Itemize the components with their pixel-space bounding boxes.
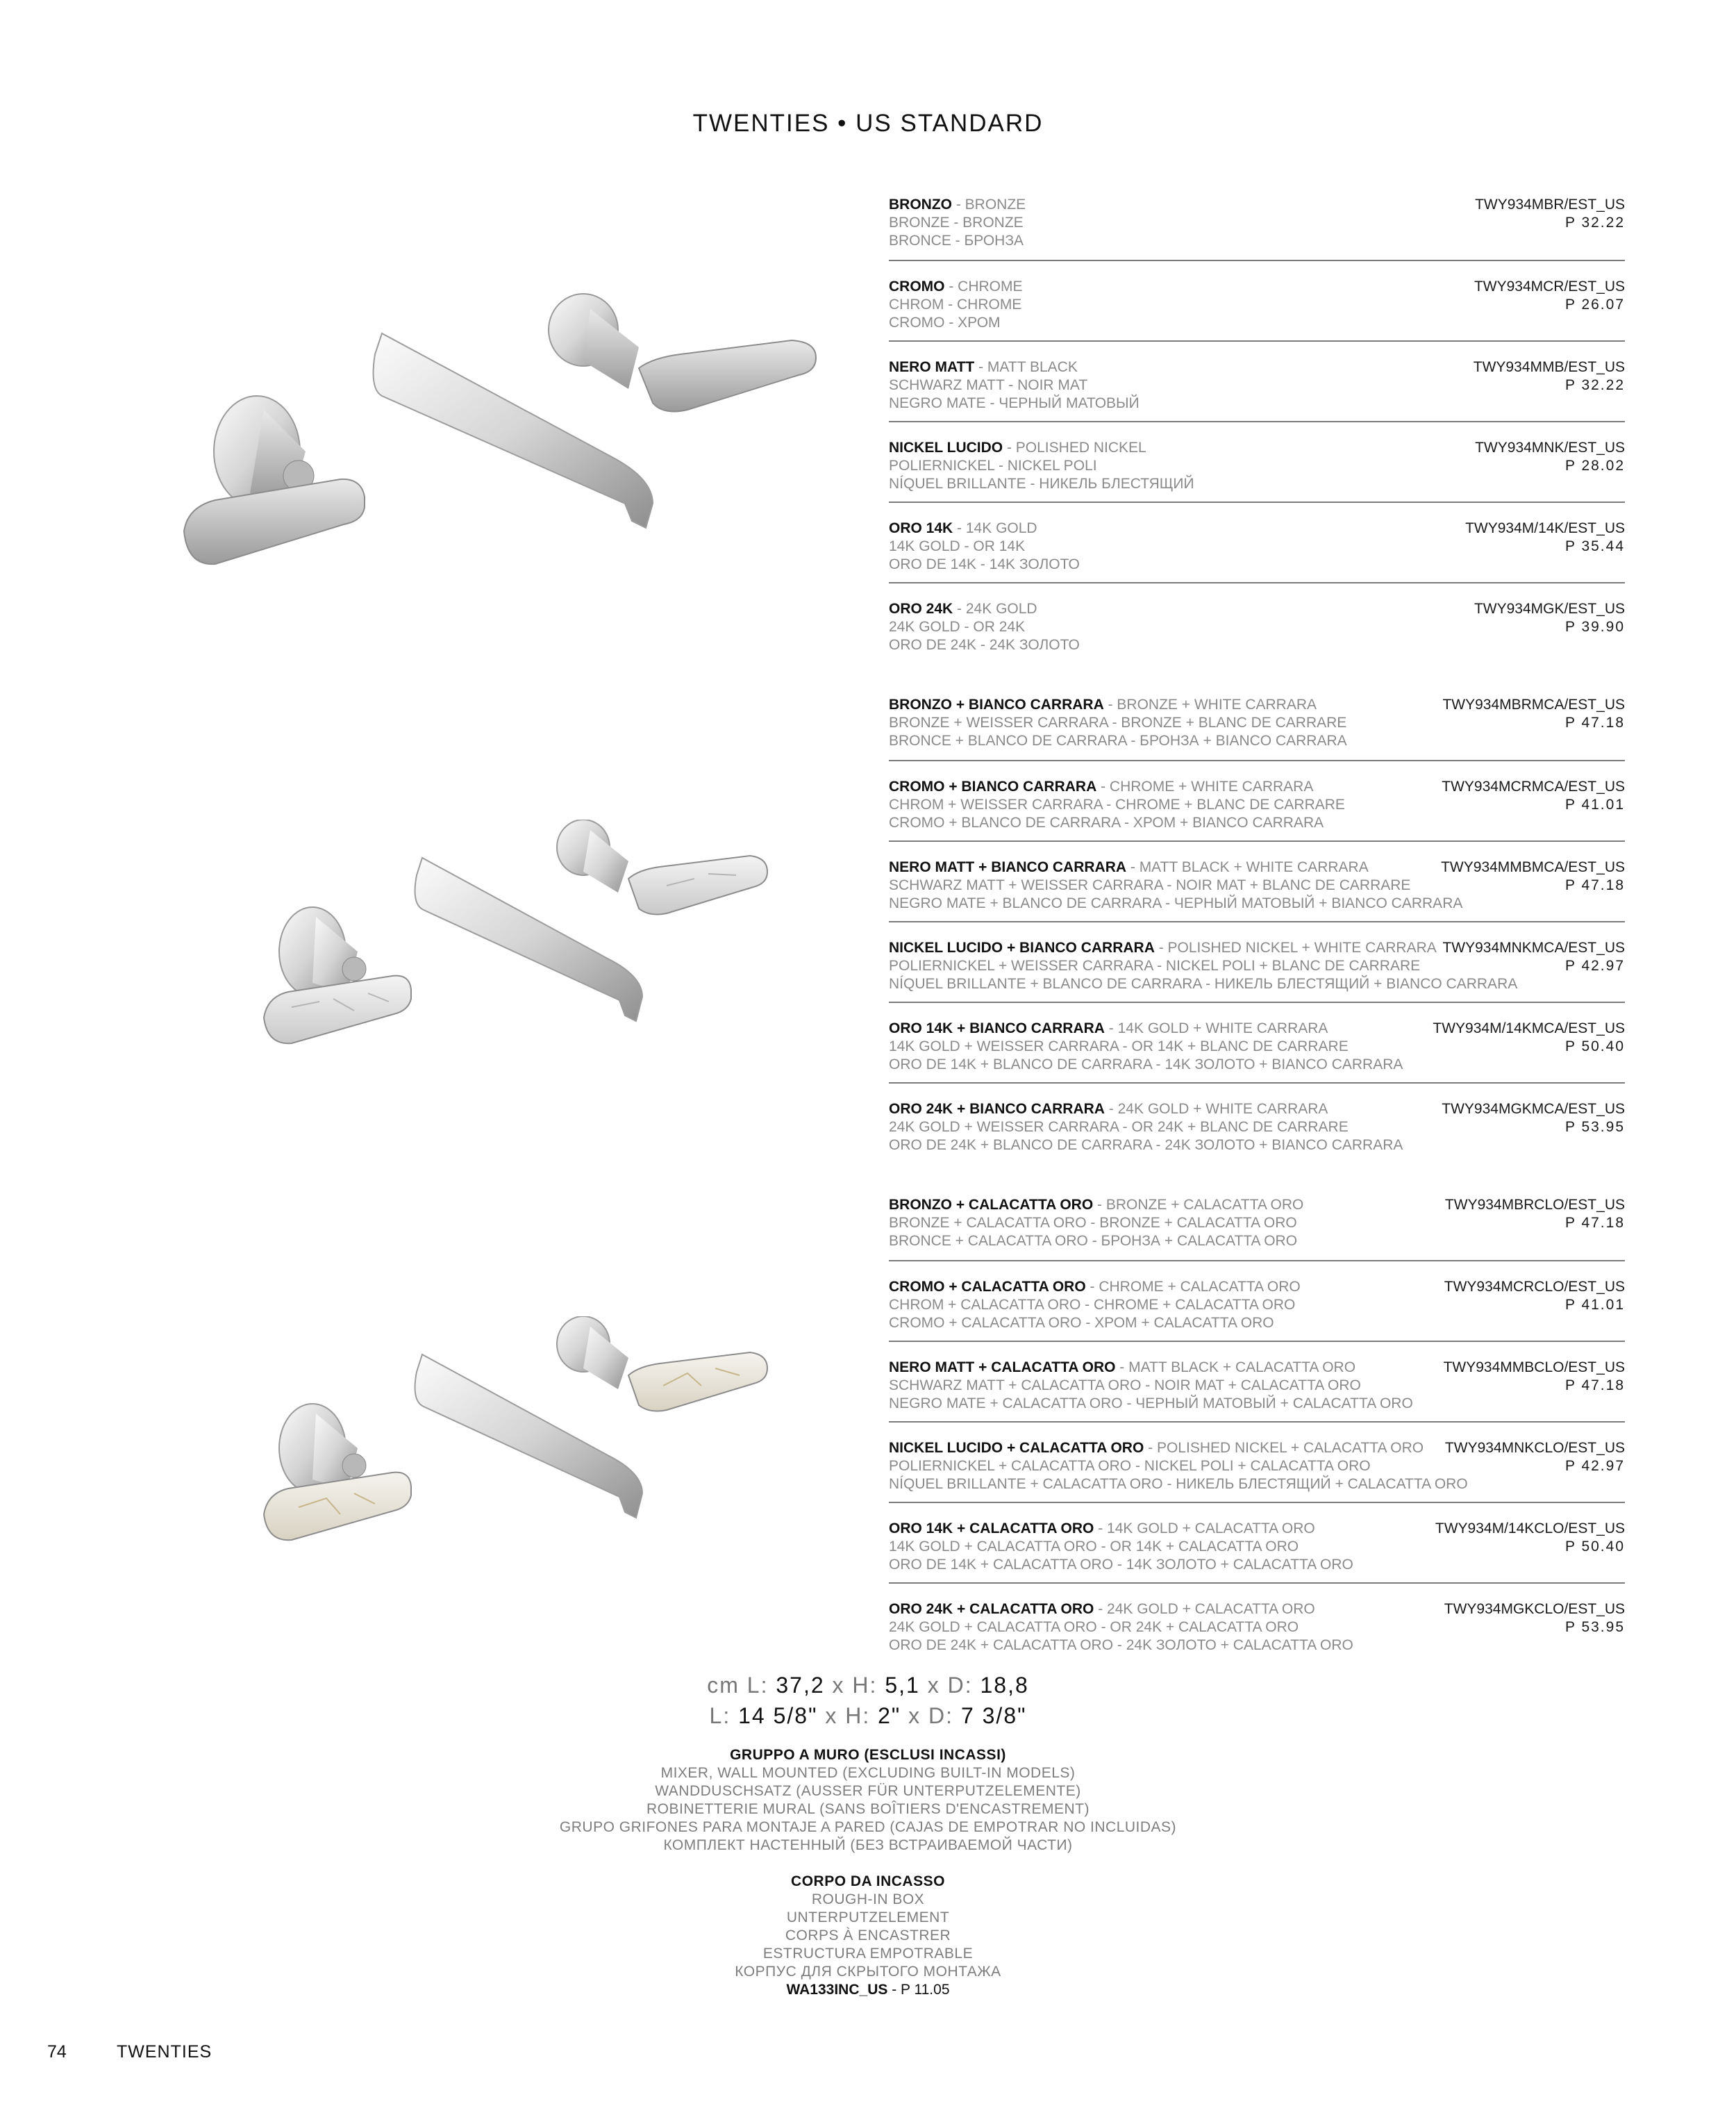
product-code: TWY934M/14K/EST_US xyxy=(1465,520,1625,536)
page-number: 74 xyxy=(47,2042,67,2062)
product-code: TWY934MCR/EST_US xyxy=(1474,279,1625,295)
product-code: TWY934MNKCLO/EST_US xyxy=(1444,1440,1625,1456)
footer-title: TWENTIES xyxy=(117,2042,212,2062)
product-row: NICKEL LUCIDO + CALACATTA ORO - POLISHED NICKEL + CALACATTA ORO POLIERNICKEL + CALACATTA ORO - NICKEL POLI + CALACATTA ORO NÍQUEL BRILLANTE + CALACATTA ORO - НИКЕЛЬ БЛЕСТЯЩИЙ + CALACATTA ORO TWY934MNKCLO/EST_US P 42.97 xyxy=(889,1421,1625,1502)
product-price: P 41.01 xyxy=(1564,797,1625,813)
product-row: CROMO + BIANCO CARRARA - CHROME + WHITE CARRARA CHROM + WEISSER CARRARA - CHROME + BLANC DE CARRARE CROMO + BLANCO DE CARRARA - ХРОМ + BIANCO CARRARA TWY934MCRMCA/EST_US P 41.01 xyxy=(889,760,1625,840)
product-price: P 50.40 xyxy=(1564,1539,1625,1555)
product-row: ORO 14K - 14K GOLD 14K GOLD - OR 14K ORO DE 14K - 14K ЗОЛОТО TWY934M/14K/EST_US P 35.44 xyxy=(889,502,1625,582)
product-row: ORO 14K + BIANCO CARRARA - 14K GOLD + WHITE CARRARA 14K GOLD + WEISSER CARRARA - OR 14K + BLANC DE CARRARE ORO DE 14K + BLANCO DE CARRARA - 14K ЗОЛОТО + BIANCO CARRARA TWY934M/14KMCA/EST_US P 50.40 xyxy=(889,1002,1625,1082)
product-price: P 50.40 xyxy=(1564,1038,1625,1054)
dimensions-cm: cm L: 37,2 x H: 5,1 x D: 18,8 xyxy=(707,1673,1029,1698)
product-price: P 32.22 xyxy=(1564,215,1625,231)
product-price: P 47.18 xyxy=(1564,1215,1625,1231)
product-row: BRONZO - BRONZE BRONZE - BRONZE BRONCE - БРОНЗА TWY934MBR/EST_US P 32.22 xyxy=(889,197,1625,249)
product-code: TWY934MCRCLO/EST_US xyxy=(1444,1279,1625,1295)
product-code: TWY934M/14KMCA/EST_US xyxy=(1433,1020,1625,1036)
product-row: BRONZO + BIANCO CARRARA - BRONZE + WHITE CARRARA BRONZE + WEISSER CARRARA - BRONZE + BLANC DE CARRARE BRONCE + BLANCO DE CARRARA - БРОНЗА + BIANCO CARRARA TWY934MBRMCA/EST_US P 47.18 xyxy=(889,697,1625,749)
product-code: TWY934MNK/EST_US xyxy=(1475,440,1625,456)
product-price: P 42.97 xyxy=(1564,958,1625,974)
faucet-image-bianco-carrara xyxy=(250,820,778,1056)
product-code: TWY934MMBCLO/EST_US xyxy=(1443,1359,1625,1375)
product-row: ORO 24K + BIANCO CARRARA - 24K GOLD + WHITE CARRARA 24K GOLD + WEISSER CARRARA - OR 24K + BLANC DE CARRARE ORO DE 24K + BLANCO DE CARRARA - 24K ЗОЛОТО + BIANCO CARRARA TWY934MGKMCA/EST_US P 53.95 xyxy=(889,1082,1625,1163)
product-code: TWY934MCRMCA/EST_US xyxy=(1442,779,1625,795)
product-code: TWY934MGK/EST_US xyxy=(1474,601,1625,617)
product-row: NICKEL LUCIDO - POLISHED NICKEL POLIERNICKEL - NICKEL POLI NÍQUEL BRILLANTE - НИКЕЛЬ БЛЕСТЯЩИЙ TWY934MNK/EST_US P 28.02 xyxy=(889,421,1625,502)
product-price: P 39.90 xyxy=(1564,619,1625,635)
product-description: GRUPPO A MURO (ESCLUSI INCASSI) MIXER, WALL MOUNTED (EXCLUDING BUILT-IN MODELS) WANDDUSCHSATZ (AUSSER FÜR UNTERPUTZELEMENTE) ROBINETTERIE MURAL (SANS BOÎTIERS D'ENCASTREMENT) GRUPO GRIFONES PARA MONTAJE A PARED (CAJAS DE EMPOTRAR NO INCLUIDAS) КОМПЛЕКТ НАСТЕННЫЙ (БЕЗ ВСТРАИВАЕМОЙ ЧАСТИ) xyxy=(0,1746,1736,1855)
product-row: NICKEL LUCIDO + BIANCO CARRARA - POLISHED NICKEL + WHITE CARRARA POLIERNICKEL + WEISSER CARRARA - NICKEL POLI + BLANC DE CARRARE NÍQUEL BRILLANTE + BLANCO DE CARRARA - НИКЕЛЬ БЛЕСТЯЩИЙ + BIANCO CARRARA TWY934MNKMCA/EST_US P 42.97 xyxy=(889,921,1625,1002)
product-row: BRONZO + CALACATTA ORO - BRONZE + CALACATTA ORO BRONZE + CALACATTA ORO - BRONZE + CALACATTA ORO BRONCE + CALACATTA ORO - БРОНЗА + CALACATTA ORO TWY934MBRCLO/EST_US P 47.18 xyxy=(889,1197,1625,1249)
product-row: CROMO - CHROME CHROM - CHROME CROMO - ХРОМ TWY934MCR/EST_US P 26.07 xyxy=(889,260,1625,340)
product-row: ORO 24K - 24K GOLD 24K GOLD - OR 24K ORO DE 24K - 24K ЗОЛОТО TWY934MGK/EST_US P 39.90 xyxy=(889,582,1625,663)
product-code: TWY934M/14KCLO/EST_US xyxy=(1435,1520,1625,1536)
product-price: P 28.02 xyxy=(1564,458,1625,474)
rough-in-section: CORPO DA INCASSO ROUGH-IN BOX UNTERPUTZELEMENT CORPS À ENCASTRER ESTRUCTURA EMPOTRABLE КОРПУС ДЛЯ СКРЫТОГО МОНТАЖА WA133INC_US - P 11.05 xyxy=(0,1873,1736,1999)
product-group-bianco-carrara xyxy=(889,696,1625,1163)
product-price: P 47.18 xyxy=(1564,1377,1625,1393)
product-row: CROMO + CALACATTA ORO - CHROME + CALACATTA ORO CHROM + CALACATTA ORO - CHROME + CALACATTA ORO CROMO + CALACATTA ORO - ХРОМ + CALACATTA ORO TWY934MCRCLO/EST_US P 41.01 xyxy=(889,1260,1625,1341)
dimensions-inches: L: 14 5/8" x H: 2" x D: 7 3/8" xyxy=(709,1703,1027,1728)
product-row: NERO MATT + BIANCO CARRARA - MATT BLACK + WHITE CARRARA SCHWARZ MATT + WEISSER CARRARA - NOIR MAT + BLANC DE CARRARE NEGRO MATE + BLANCO DE CARRARA - ЧЕРНЫЙ МАТОВЫЙ + BIANCO CARRARA TWY934MMBMCA/EST_US P 47.18 xyxy=(889,840,1625,921)
product-row: ORO 14K + CALACATTA ORO - 14K GOLD + CALACATTA ORO 14K GOLD + CALACATTA ORO - OR 14K + CALACATTA ORO ORO DE 14K + CALACATTA ORO - 14K ЗОЛОТО + CALACATTA ORO TWY934M/14KCLO/EST_US P 50.40 xyxy=(889,1502,1625,1582)
product-code: TWY934MMBMCA/EST_US xyxy=(1441,859,1625,875)
product-code: TWY934MNKMCA/EST_US xyxy=(1442,940,1625,956)
product-code: TWY934MBRMCA/EST_US xyxy=(1442,697,1625,713)
product-price: P 47.18 xyxy=(1564,877,1625,893)
product-code: TWY934MMB/EST_US xyxy=(1473,359,1625,375)
product-price: P 26.07 xyxy=(1564,297,1625,313)
product-price: P 41.01 xyxy=(1564,1297,1625,1313)
product-price: P 53.95 xyxy=(1564,1619,1625,1635)
product-code: TWY934MBRCLO/EST_US xyxy=(1444,1197,1625,1213)
product-group-finishes xyxy=(889,196,1625,663)
product-row: NERO MATT + CALACATTA ORO - MATT BLACK + CALACATTA ORO SCHWARZ MATT + CALACATTA ORO - NOIR MAT + CALACATTA ORO NEGRO MATE + CALACATTA ORO - ЧЕРНЫЙ МАТОВЫЙ + CALACATTA ORO TWY934MMBCLO/EST_US P 47.18 xyxy=(889,1341,1625,1421)
product-price: P 42.97 xyxy=(1564,1458,1625,1474)
product-code: TWY934MGKCLO/EST_US xyxy=(1444,1601,1625,1617)
product-code: TWY934MGKMCA/EST_US xyxy=(1442,1101,1625,1117)
rough-in-code: WA133INC_US - P 11.05 xyxy=(786,1982,950,1998)
product-price: P 47.18 xyxy=(1564,715,1625,731)
product-row: ORO 24K + CALACATTA ORO - 24K GOLD + CALACATTA ORO 24K GOLD + CALACATTA ORO - OR 24K + CALACATTA ORO ORO DE 24K + CALACATTA ORO - 24K ЗОЛОТО + CALACATTA ORO TWY934MGKCLO/EST_US P 53.95 xyxy=(889,1582,1625,1663)
product-price: P 53.95 xyxy=(1564,1119,1625,1135)
product-code: TWY934MBR/EST_US xyxy=(1475,197,1625,213)
product-price: P 32.22 xyxy=(1564,377,1625,393)
faucet-image-calacatta-oro xyxy=(250,1316,778,1552)
description-heading: GRUPPO A MURO (ESCLUSI INCASSI) xyxy=(730,1747,1006,1763)
product-price: P 35.44 xyxy=(1564,538,1625,554)
product-group-calacatta-oro xyxy=(889,1196,1625,1663)
faucet-image-chrome xyxy=(167,292,833,583)
page-title: TWENTIES • US STANDARD xyxy=(692,110,1044,137)
product-row: NERO MATT - MATT BLACK SCHWARZ MATT - NOIR MAT NEGRO MATE - ЧЕРНЫЙ МАТОВЫЙ TWY934MMB/EST_US P 32.22 xyxy=(889,340,1625,421)
rough-in-heading: CORPO DA INCASSO xyxy=(791,1873,945,1889)
